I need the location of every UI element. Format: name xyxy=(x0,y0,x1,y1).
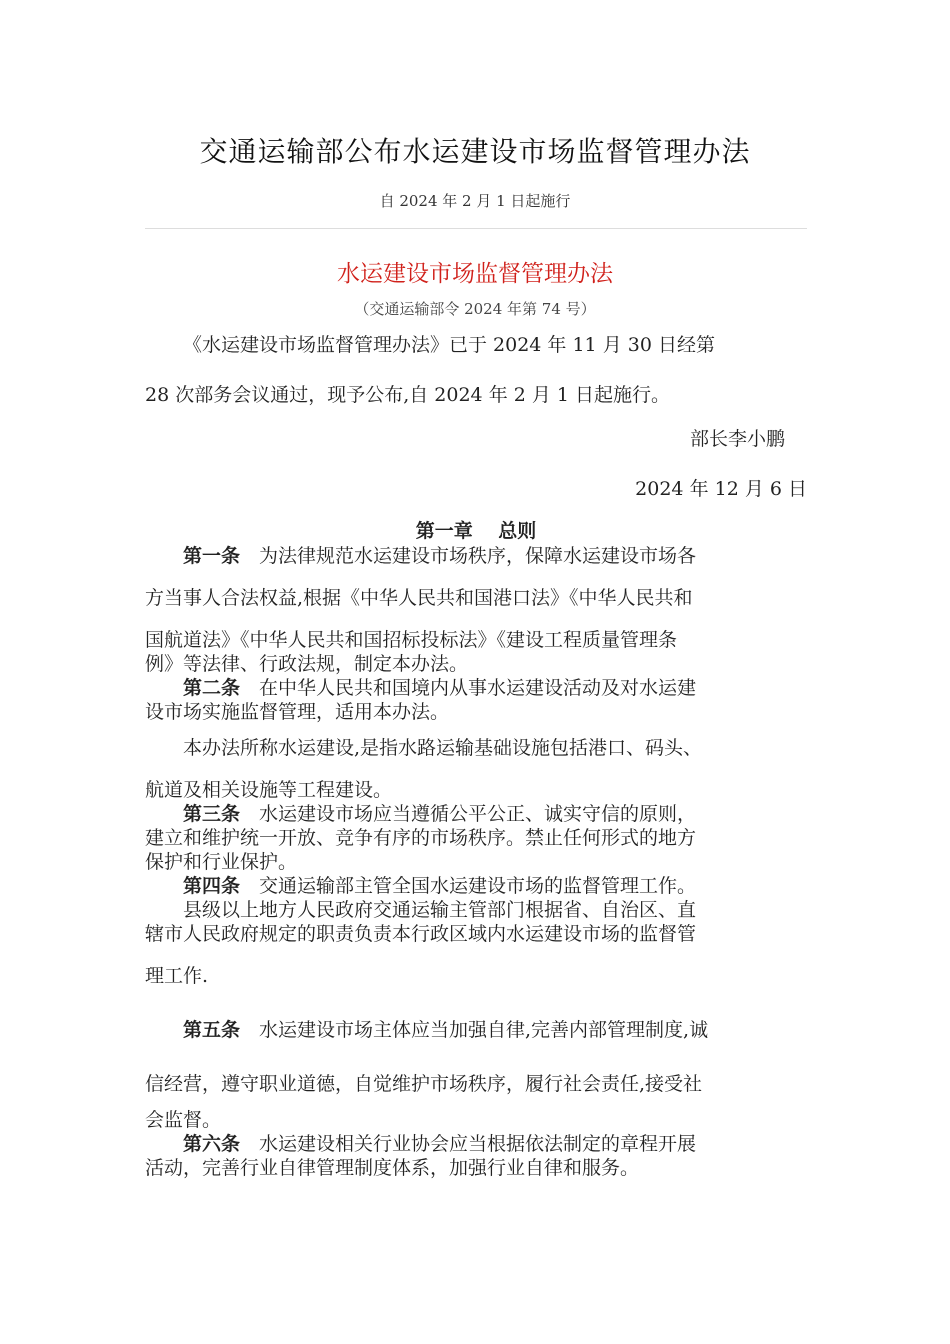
article-label: 第四条 xyxy=(183,875,241,897)
article-text: 航道及相关设施等工程建设。 xyxy=(145,779,393,801)
order-number: （交通运输部令 2024 年第 74 号） xyxy=(354,300,596,318)
article-text: 水运建设市场应当遵循公平公正、诚实守信的原则， xyxy=(259,803,697,825)
article-text: 辖市人民政府规定的职责负责本行政区域内水运建设市场的监督管 xyxy=(145,923,697,945)
article-text: 理工作. xyxy=(145,965,209,987)
article-label: 第一条 xyxy=(183,545,241,567)
regulation-title: 水运建设市场监督管理办法 xyxy=(337,261,613,287)
article-label: 第二条 xyxy=(183,677,241,699)
intro-line-2: 28 次部务会议通过，现予公布,自 2024 年 2 月 1 日起施行。 xyxy=(145,384,671,406)
article-label: 第五条 xyxy=(183,1019,241,1041)
article-2-paragraph xyxy=(145,736,807,802)
article-text: 活动，完善行业自律管理制度体系，加强行业自律和服务。 xyxy=(145,1157,640,1179)
issue-date: 2024 年 12 月 6 日 xyxy=(635,478,807,500)
page-title: 交通运输部公布水运建设市场监督管理办法 xyxy=(199,135,751,168)
chapter-heading: 第一章 总则 xyxy=(415,520,537,542)
effective-date-subtitle: 自 2024 年 2 月 1 日起施行 xyxy=(379,192,571,210)
article-text: 国航道法》《中华人民共和国招标投标法》《建设工程质量管理条 xyxy=(145,629,678,651)
signature: 部长李小鹏 xyxy=(689,428,785,450)
article-1 xyxy=(145,544,807,676)
article-label: 第六条 xyxy=(183,1133,241,1155)
article-text: 设市场实施监督管理，适用本办法。 xyxy=(145,701,450,723)
article-4 xyxy=(145,874,807,898)
article-text: 会监督。 xyxy=(145,1109,222,1131)
article-text: 为法律规范水运建设市场秩序，保障水运建设市场各 xyxy=(259,545,697,567)
article-text: 本办法所称水运建设,是指水路运输基础设施包括港口、码头、 xyxy=(183,737,703,759)
article-text: 保护和行业保护。 xyxy=(145,851,298,873)
intro-line-1: 《水运建设市场监督管理办法》已于 2024 年 11 月 30 日经第 xyxy=(183,334,715,356)
article-text: 方当事人合法权益,根据《中华人民共和国港口法》《中华人民共和 xyxy=(145,587,693,609)
article-6 xyxy=(145,1132,807,1180)
article-4-paragraph xyxy=(145,898,807,988)
article-text: 县级以上地方人民政府交通运输主管部门根据省、自治区、直 xyxy=(183,899,697,921)
article-text: 水运建设相关行业协会应当根据依法制定的章程开展 xyxy=(259,1133,697,1155)
article-2 xyxy=(145,676,807,724)
article-text: 水运建设市场主体应当加强自律,完善内部管理制度,诚 xyxy=(259,1019,709,1041)
article-text: 建立和维护统一开放、竞争有序的市场秩序。禁止任何形式的地方 xyxy=(145,827,697,849)
article-text: 交通运输部主管全国水运建设市场的监督管理工作。 xyxy=(259,875,697,897)
article-3 xyxy=(145,802,807,874)
article-5 xyxy=(145,1018,807,1132)
document-body xyxy=(145,328,807,1180)
article-text: 在中华人民共和国境内从事水运建设活动及对水运建 xyxy=(259,677,697,699)
article-text: 信经营，遵守职业道德，自觉维护市场秩序，履行社会责任,接受社 xyxy=(145,1073,703,1095)
header-divider xyxy=(145,228,807,229)
article-text: 例》等法律、行政法规，制定本办法。 xyxy=(145,653,469,675)
article-label: 第三条 xyxy=(183,803,241,825)
